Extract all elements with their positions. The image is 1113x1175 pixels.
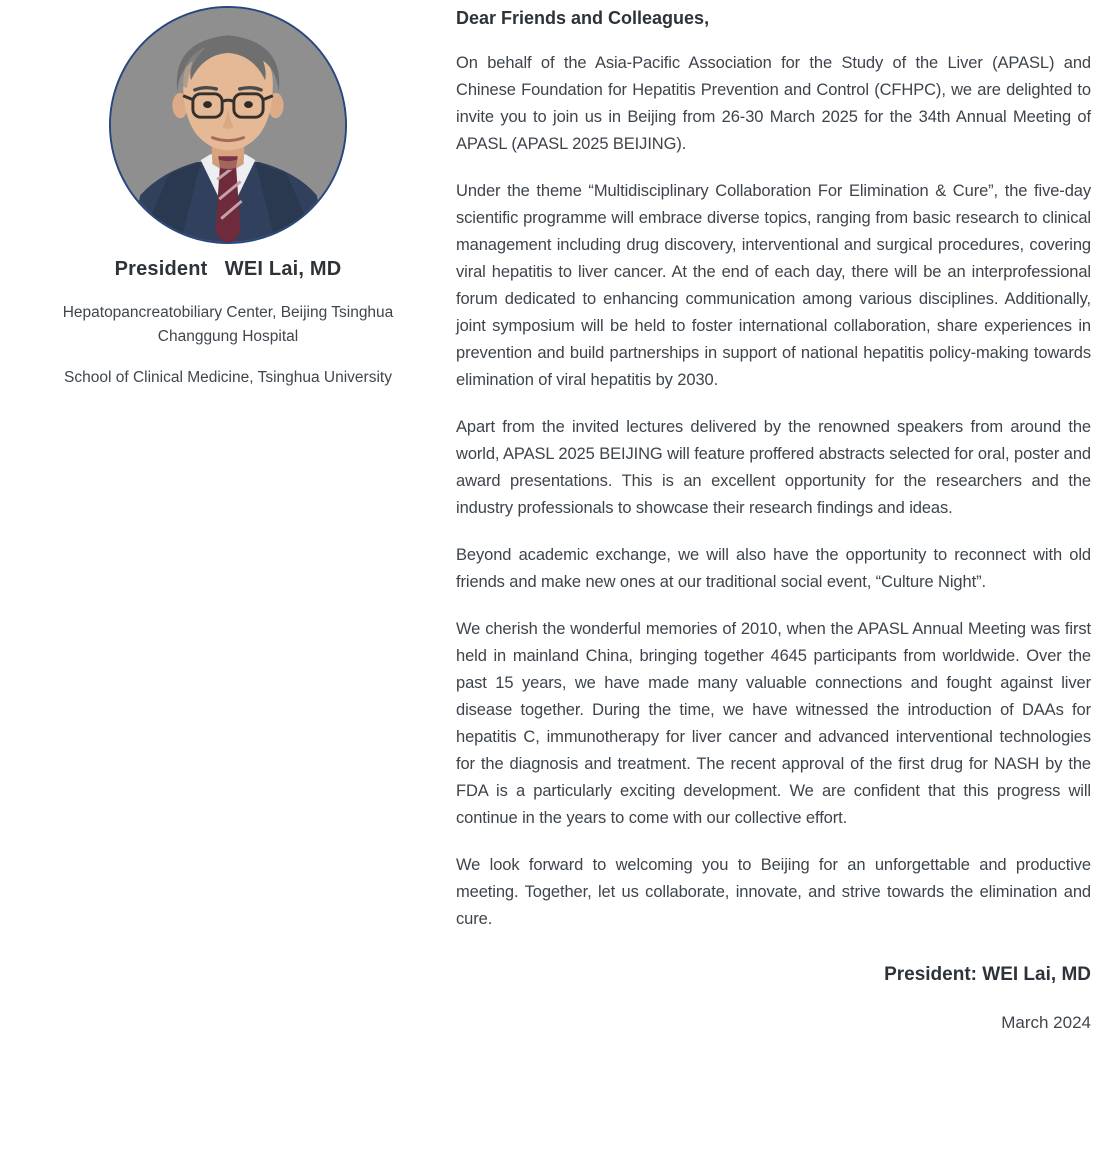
- letter-paragraph-2: Under the theme “Multidisciplinary Collaboration For Elimination & Cure”, the five-day scientific programme will embrace diverse topics, ranging from basic research to clinical management including drug discovery, interventional and surgical procedures, covering viral hepatitis to liver cancer. At the end of each day, there will be an interprofessional forum dedicated to enhancing communication among various disciplines. Additionally, joint symposium will be held to foster international collaboration, share experiences in prevention and build partnerships in support of national hepatitis policy-making towards elimination of viral hepatitis by 2030.: [456, 182, 1091, 389]
- affiliation-hospital: Hepatopancreatobiliary Center, Beijing Tsinghua Changgung Hospital: [62, 304, 394, 345]
- letter-paragraph-1: On behalf of the Asia-Pacific Association for the Study of the Liver (APASL) and Chinese Foundation for Hepatitis Prevention and Control (CFHPC), we are delighted to invite you to join us in Beijing from 26-30 March 2025 for the 34th Annual Meeting of APASL (APASL 2025 BEIJING).: [456, 54, 1091, 153]
- president-photo: [109, 6, 347, 244]
- letter-date: March 2024: [1001, 1013, 1091, 1032]
- affiliation-university: School of Clinical Medicine, Tsinghua University: [64, 369, 392, 386]
- letter-paragraph-6: We look forward to welcoming you to Beijing for an unforgettable and productive meeting. Together, let us collaborate, innovate, and strive towards the elimination and cure.: [456, 856, 1091, 928]
- letter-paragraph-4: Beyond academic exchange, we will also have the opportunity to reconnect with old friends and make new ones at our traditional social event, “Culture Night”.: [456, 546, 1091, 591]
- president-name: President WEI Lai, MD: [114, 258, 342, 280]
- portrait-illustration: [111, 8, 345, 242]
- letter-paragraph-5: We cherish the wonderful memories of 2010, when the APASL Annual Meeting was first held in mainland China, bringing together 4645 participants from worldwide. Over the past 15 years, we have made many valuable connections and fought against liver disease together. During the time, we have witnessed the introduction of DAAs for hepatitis C, immunotherapy for liver cancer and advanced interventional technologies for the diagnosis and treatment. The recent approval of the first drug for NASH by the FDA is a particularly exciting development. We are confident that this progress will continue in the years to come with our collective effort.: [456, 620, 1091, 827]
- letter-paragraph-3: Apart from the invited lectures delivered by the renowned speakers from around the world, APASL 2025 BEIJING will feature proffered abstracts selected for oral, poster and award presentations. This is an excellent opportunity for the researchers and the industry professionals to showcase their research findings and ideas.: [456, 418, 1091, 517]
- president-profile-panel: [0, 0, 456, 1175]
- letter-signature: President: WEI Lai, MD: [884, 964, 1091, 985]
- letter-body: [456, 0, 1113, 1175]
- letter-salutation: Dear Friends and Colleagues,: [456, 8, 710, 28]
